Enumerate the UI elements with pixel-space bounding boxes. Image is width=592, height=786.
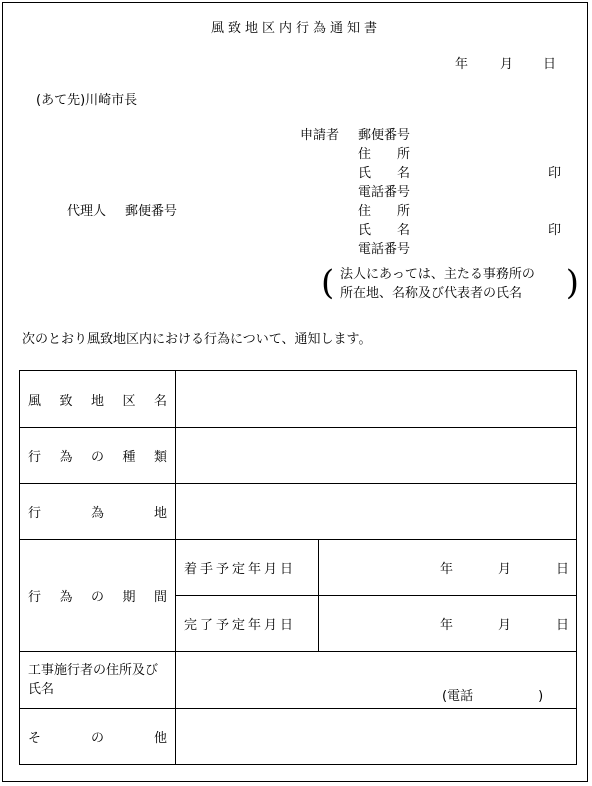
addressee: (あて先)川崎市長 [36, 93, 138, 108]
start-day-label: 日 [556, 562, 570, 577]
row-act-period-start [20, 540, 577, 596]
applicant-name: 氏 名 [358, 166, 411, 181]
char: の [90, 731, 104, 746]
field-act-type[interactable] [176, 428, 577, 484]
char: そ [28, 731, 42, 746]
char: 為 [59, 590, 73, 605]
agent-seal: 印 [548, 223, 562, 238]
row-district-name [20, 371, 577, 428]
field-contractor[interactable] [176, 652, 577, 709]
agent-name: 氏 名 [358, 223, 411, 238]
row-act-type [20, 428, 577, 484]
corporate-note [321, 262, 579, 304]
label-other [20, 709, 176, 765]
end-month-label: 月 [498, 618, 512, 633]
statement: 次のとおり風致地区内における行為について、通知します。 [22, 332, 372, 347]
date-day: 日 [543, 57, 557, 72]
char: 期 [122, 590, 136, 605]
char: 風 [28, 393, 42, 409]
char: 為 [59, 450, 73, 465]
label-act-place [20, 484, 176, 540]
label-district-name [20, 371, 176, 428]
char: の [90, 590, 104, 605]
char: 地 [153, 506, 167, 521]
char: 致 [59, 393, 73, 409]
document-title: 風致地区内行為通知書 [210, 21, 381, 36]
applicant-postal: 郵便番号 [358, 128, 411, 143]
label-end-date: 完了予定年月日 [176, 596, 319, 652]
label-act-period [20, 540, 176, 652]
label-act-type [20, 428, 176, 484]
char: 間 [153, 590, 167, 605]
start-year-label: 年 [440, 562, 454, 577]
char: 行 [28, 506, 42, 521]
char: 類 [153, 450, 167, 465]
char: 種 [122, 450, 136, 465]
char: 他 [153, 731, 167, 746]
agent-phone: 電話番号 [358, 242, 411, 257]
corporate-note-text [340, 265, 535, 303]
char: 地 [90, 393, 104, 409]
char: の [90, 450, 104, 465]
label-start-date: 着手予定年月日 [176, 540, 319, 596]
applicant-address: 住 所 [358, 147, 411, 162]
end-year-label: 年 [440, 618, 454, 633]
char: 名 [153, 393, 167, 409]
bracket-left: ( [321, 263, 335, 303]
bracket-right: ) [565, 263, 579, 303]
agent-postal-label: 郵便番号 [125, 204, 178, 219]
char: 行 [28, 450, 42, 465]
field-other[interactable] [176, 709, 577, 765]
applicant-role: 申請者 [300, 128, 340, 143]
field-district-name[interactable] [176, 371, 577, 428]
field-start-date[interactable] [319, 540, 577, 596]
field-end-date[interactable] [319, 596, 577, 652]
label-contractor: 工事施行者の住所及び氏名 [20, 652, 176, 709]
row-act-place [20, 484, 577, 540]
date-month: 月 [500, 57, 514, 72]
date-year: 年 [455, 57, 469, 72]
corporate-note-line-2: 所在地、名称及び代表者の氏名 [340, 286, 523, 301]
char: 為 [90, 506, 104, 521]
notification-form-table [19, 370, 577, 765]
start-month-label: 月 [498, 562, 512, 577]
row-contractor [20, 652, 577, 709]
end-day-label: 日 [556, 618, 570, 633]
char: 区 [122, 393, 136, 409]
row-other [20, 709, 577, 765]
corporate-note-line-1: 法人にあっては、主たる事務所の [340, 267, 535, 282]
applicant-seal: 印 [548, 166, 562, 181]
char: 行 [28, 590, 42, 605]
applicant-phone: 電話番号 [358, 185, 411, 200]
contractor-phone: (電話 ) [442, 689, 544, 704]
agent-role: 代理人 [67, 204, 107, 219]
agent-address: 住 所 [358, 204, 411, 219]
field-act-place[interactable] [176, 484, 577, 540]
